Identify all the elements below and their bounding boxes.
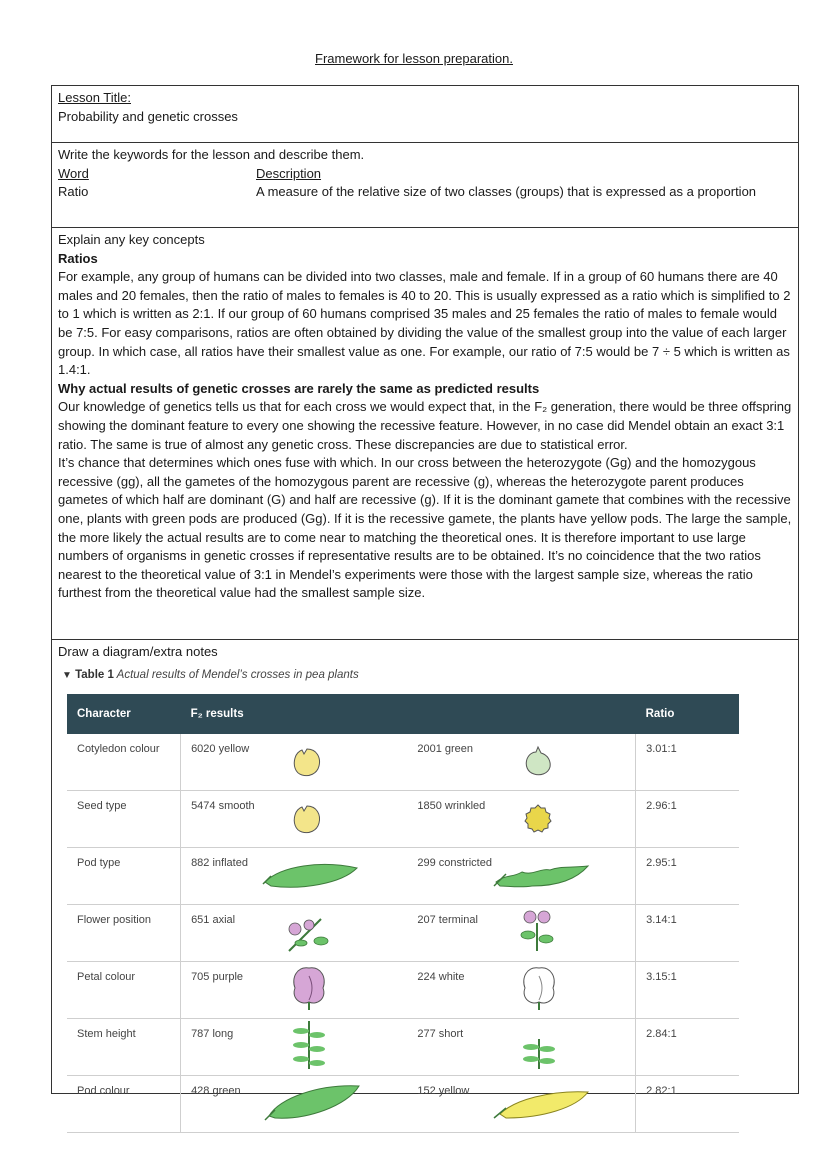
keyword-word: Ratio: [58, 184, 89, 200]
recessive-result: 152 yellow: [417, 1085, 470, 1098]
table-row: [67, 1076, 739, 1133]
white-petal-icon: [519, 964, 559, 1010]
concepts-paragraph-chance: It’s chance that determines which ones fuse with which. In our cross between the heterozygote (Gg) and the homozygous recessive (gg), all the gametes of the homozygous parent are recessive (g), whereas the heterozygote parent produces gametes of which half are dominant (G) and half are recessive (g). If it is the dominant gamete that combines with the recessive one, plants with green pods are produced (Gg). If it is the recessive gamete, the plants have yellow pods. The large the sample, the more likely the actual results are to come near to matching the theoretical ones. It is therefore important to use large numbers of organisms in genetic crosses if representative results are to be obtained. It’s no coincidence that the two ratios nearest to the theoretical value of 3:1 in Mendel’s experiments were those with the largest sample size, whereas the ratio furthest from the theoretical value had the smallest sample size.: [58, 455, 792, 601]
character-cell: Stem height: [67, 1019, 181, 1076]
table-row: [67, 1019, 739, 1076]
table-row: [67, 962, 739, 1019]
dominant-result: 5474 smooth: [191, 800, 255, 813]
triangle-marker-icon: ▼: [62, 669, 72, 681]
yellow-pea-icon: [291, 746, 323, 778]
recessive-result: 207 terminal: [417, 914, 478, 927]
ratio-cell: 3.01:1: [636, 734, 739, 791]
yellow-pod-icon: [492, 1084, 592, 1122]
f2-results-header: F₂ results: [181, 694, 408, 734]
table-row: [67, 791, 739, 848]
concepts-prompt: Explain any key concepts: [58, 232, 205, 247]
keywords-prompt: Write the keywords for the lesson and describe them.: [58, 147, 365, 162]
long-stem-icon: [287, 1019, 331, 1069]
character-cell: Seed type: [67, 791, 181, 848]
recessive-result: 2001 green: [417, 743, 474, 756]
lesson-framework: [51, 85, 799, 1098]
page-title: Framework for lesson preparation.: [315, 51, 513, 66]
lesson-title-section: [52, 86, 798, 143]
terminal-flower-icon: [517, 907, 557, 953]
lesson-title-label: Lesson Title:: [58, 90, 131, 105]
purple-petal-icon: [289, 964, 329, 1010]
keywords-section: [52, 143, 798, 228]
character-header: Character: [67, 694, 181, 734]
inflated-pod-icon: [261, 856, 361, 892]
table-number: Table 1: [75, 668, 114, 681]
dominant-result: 705 purple: [191, 971, 244, 984]
character-cell: Pod type: [67, 848, 181, 905]
key-concepts-section: [52, 228, 798, 640]
table-caption-text: Actual results of Mendel’s crosses in pea plants: [116, 668, 359, 681]
table-caption: [62, 666, 792, 686]
table-row: [67, 734, 739, 791]
recessive-result: 277 short: [417, 1028, 464, 1041]
f2-results-header-blank: [407, 694, 635, 734]
recessive-result: 299 constricted: [417, 857, 492, 870]
concepts-paragraph-ratios: For example, any group of humans can be divided into two classes, male and female. If in a group of 60 humans there are 40 males and 20 females, then the ratio of males to females is 40 to 20. This is usually expressed as a ratio which is simplified to 2 to 1 which is written as 2:1. If our group of 60 humans comprised 35 males and 25 females the ratio of males to female would be 7:5. For easy comparisons, ratios are often obtained by dividing the value of the smallest group into the value of each larger group. In which case, all ratios have their smallest value as one. For example, our ratio of 7:5 would be 7 ÷ 5 which is written as 1.4:1.: [58, 269, 791, 378]
ratio-cell: 2.95:1: [636, 848, 739, 905]
table-row: [67, 848, 739, 905]
dominant-result: 882 inflated: [191, 857, 248, 870]
constricted-pod-icon: [492, 856, 592, 892]
diagram-section: [52, 640, 798, 1098]
ratio-cell: 2.96:1: [636, 791, 739, 848]
description-header: Description: [256, 165, 322, 181]
ratio-header: Ratio: [636, 694, 739, 734]
dominant-result: 787 long: [191, 1028, 234, 1041]
dominant-result: 651 axial: [191, 914, 236, 927]
short-stem-icon: [517, 1035, 561, 1069]
character-cell: Petal colour: [67, 962, 181, 1019]
character-cell: Cotyledon colour: [67, 734, 181, 791]
diagram-prompt: Draw a diagram/extra notes: [58, 644, 218, 659]
concepts-heading-ratios: Ratios: [58, 250, 98, 266]
concepts-heading-results: Why actual results of genetic crosses are rarely the same as predicted results: [58, 380, 540, 396]
dominant-result: 6020 yellow: [191, 743, 250, 756]
ratio-cell: 2.82:1: [636, 1076, 739, 1133]
ratio-cell: 2.84:1: [636, 1019, 739, 1076]
keyword-row: [58, 183, 792, 202]
concepts-paragraph-results: Our knowledge of genetics tells us that for each cross we would expect that, in the F₂ generation, there would be three offspring showing the dominant feature to every one showing the recessive feature. However, in no case did Mendel obtain an exact 3:1 ratio. The same is true of almost any genetic cross. These discrepancies are due to statistical error.: [58, 399, 792, 452]
table-row: [67, 905, 739, 962]
recessive-result: 1850 wrinkled: [417, 800, 486, 813]
character-cell: Flower position: [67, 905, 181, 962]
table-header-row: [67, 694, 739, 734]
keyword-description: A measure of the relative size of two classes (groups) that is expressed as a proportion: [256, 184, 757, 200]
keywords-header-row: [58, 165, 792, 184]
mendel-results-table: [67, 694, 739, 1133]
word-header: Word: [58, 165, 89, 181]
axial-flower-icon: [281, 911, 337, 955]
character-cell: Pod colour: [67, 1076, 181, 1133]
green-pea-icon: [522, 744, 554, 778]
recessive-result: 224 white: [417, 971, 465, 984]
wrinkled-seed-icon: [522, 801, 554, 835]
ratio-cell: 3.15:1: [636, 962, 739, 1019]
smooth-seed-icon: [291, 803, 323, 835]
dominant-result: 428 green: [191, 1085, 241, 1098]
lesson-title-value: Probability and genetic crosses: [58, 108, 238, 124]
ratio-cell: 3.14:1: [636, 905, 739, 962]
green-pod-icon: [263, 1080, 363, 1122]
